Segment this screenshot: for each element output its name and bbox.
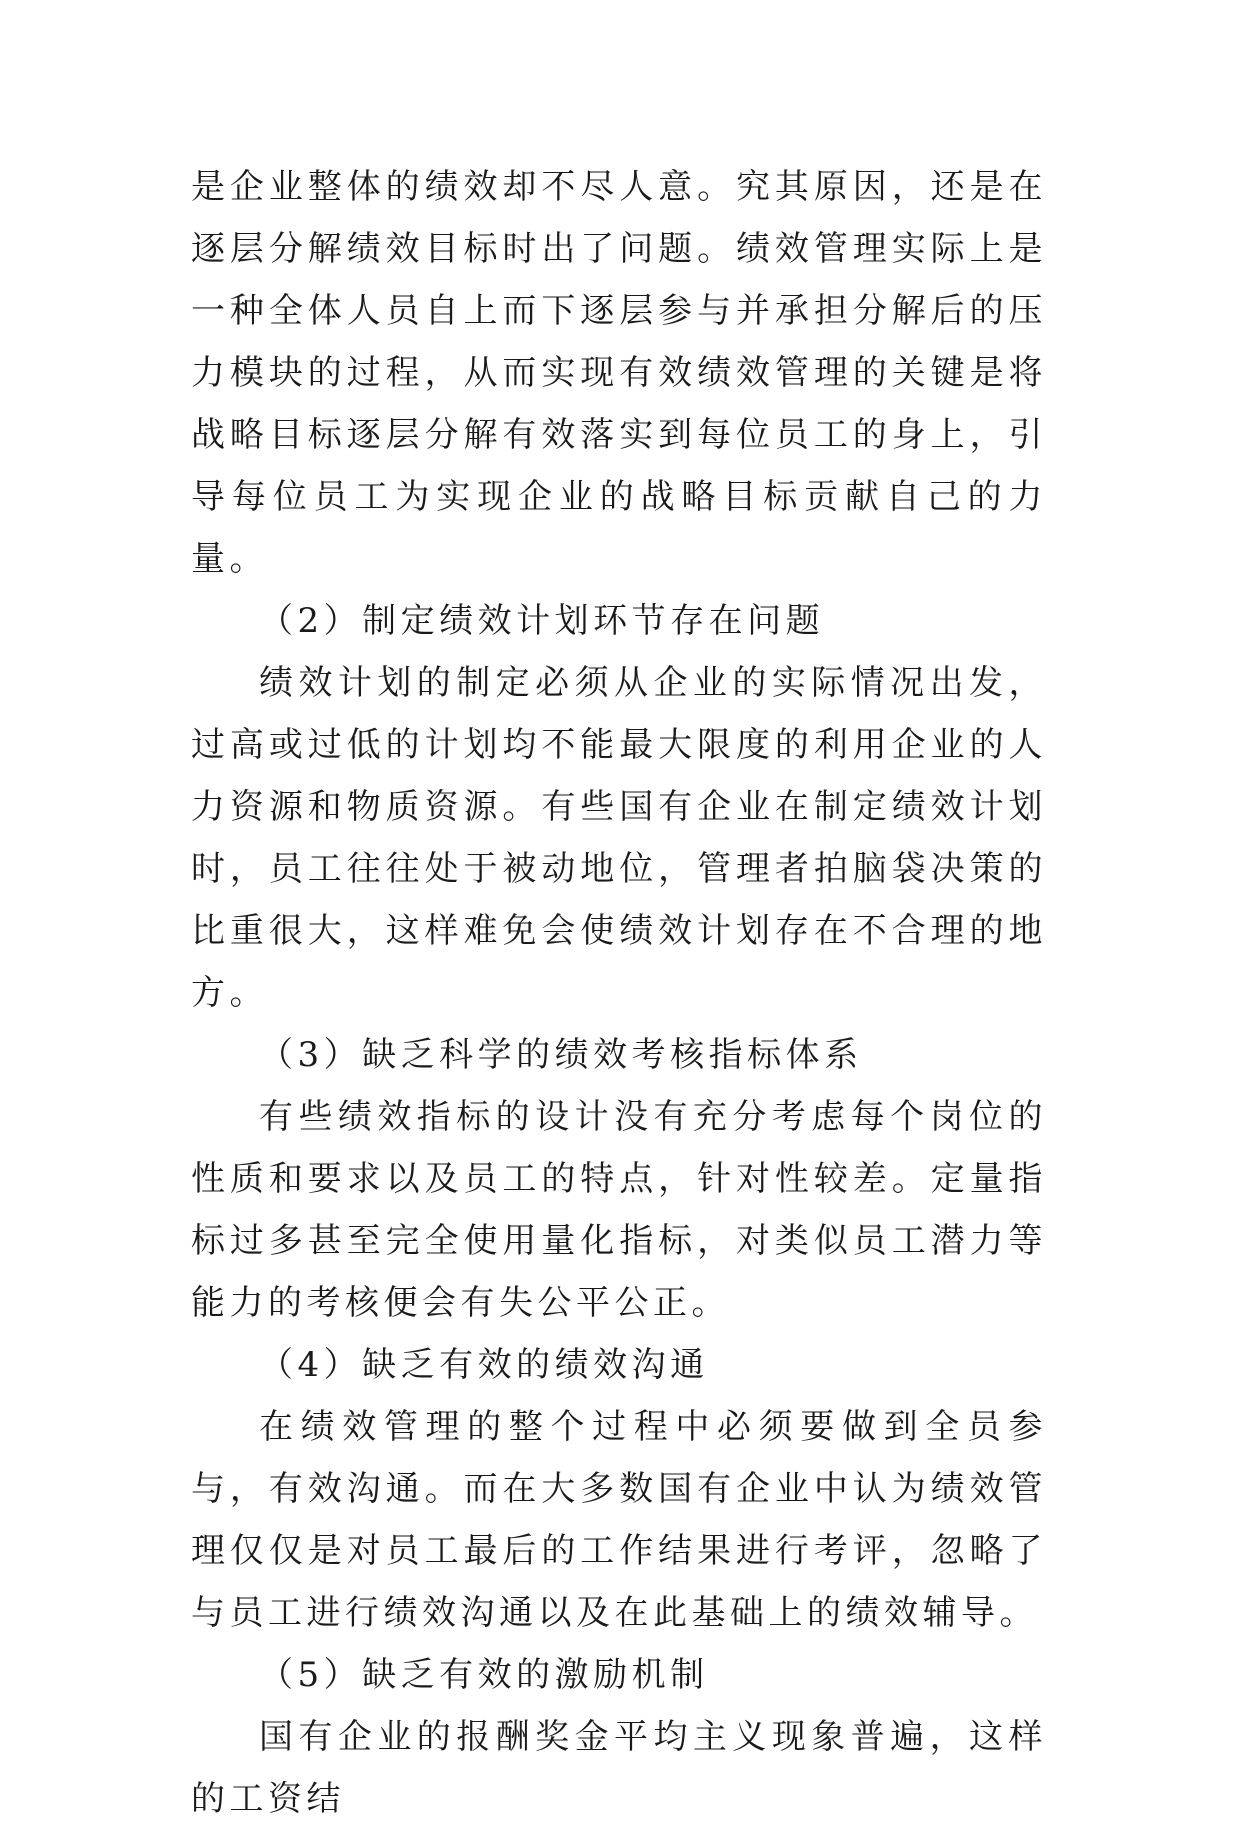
document-body — [191, 156, 1047, 1830]
paragraph: 国有企业的报酬奖金平均主义现象普遍，这样的工资结 — [191, 1717, 1047, 1819]
paragraph: 有些绩效指标的设计没有充分考虑每个岗位的性质和要求以及员工的特点，针对性较差。定量指标过多甚至完全使用量化指标，对类似员工潜力等能力的考核便会有失公平公正。 — [191, 1097, 1047, 1323]
section-heading-4: （4）缺乏有效的绩效沟通 — [259, 1345, 709, 1385]
section-heading-5: （5）缺乏有效的激励机制 — [259, 1655, 709, 1695]
section-heading-3: （3）缺乏科学的绩效考核指标体系 — [259, 1035, 863, 1075]
section-heading-2: （2）制定绩效计划环节存在问题 — [259, 601, 825, 641]
paragraph: 绩效计划的制定必须从企业的实际情况出发，过高或过低的计划均不能最大限度的利用企业的人力资源和物质资源。有些国有企业在制定绩效计划时，员工往往处于被动地位，管理者拍脑袋决策的比重很大，这样难免会使绩效计划存在不合理的地方。 — [191, 663, 1047, 1013]
paragraph: 在绩效管理的整个过程中必须要做到全员参与，有效沟通。而在大多数国有企业中认为绩效管理仅仅是对员工最后的工作结果进行考评，忽略了与员工进行绩效沟通以及在此基础上的绩效辅导。 — [191, 1407, 1047, 1633]
paragraph-continued: 是企业整体的绩效却不尽人意。究其原因，还是在逐层分解绩效目标时出了问题。绩效管理实际上是一种全体人员自上而下逐层参与并承担分解后的压力模块的过程，从而实现有效绩效管理的关键是将战略目标逐层分解有效落实到每位员工的身上，引导每位员工为实现企业的战略目标贡献自己的力量。 — [191, 167, 1047, 579]
